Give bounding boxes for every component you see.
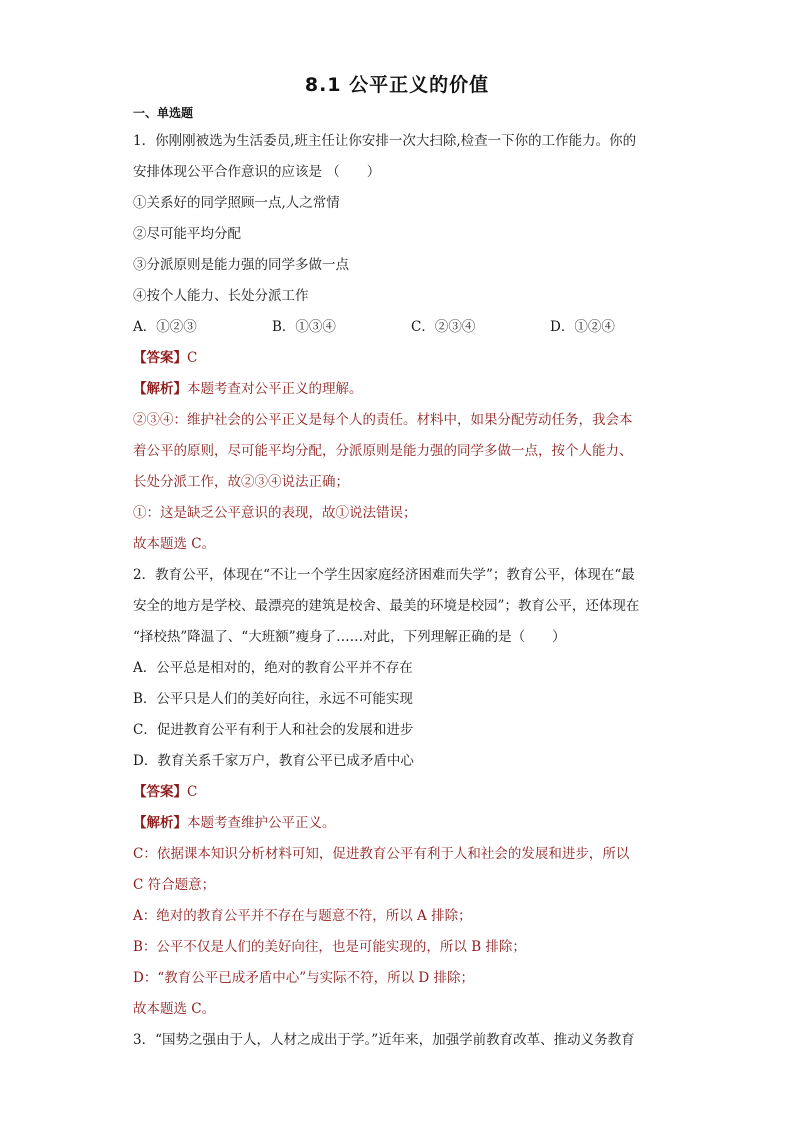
q1-answer: [133, 343, 663, 374]
q1-option-a: A．①②③: [133, 319, 197, 335]
q1-analysis-mark-1: ②③④: [133, 412, 174, 428]
q1-analysis-line-2: 着公平的原则，尽可能平均分配，分派原则是能力强的同学多做一点，按个人能力、: [133, 443, 633, 459]
q2-conclusion: 故本题选 C。: [133, 1001, 216, 1017]
q1-option-b: B．①③④: [272, 319, 336, 335]
q2-analysis: [133, 808, 663, 839]
q1-option-c: C．②③④: [411, 319, 476, 335]
q1-analysis-pre-3: 长处分派工作，故: [133, 474, 241, 490]
q2-analysis-a: A：绝对的教育公平并不存在与题意不符，所以 A 排除；: [133, 908, 472, 924]
q2-stem-line-2: 安全的地方是学校、最漂亮的建筑是校舍、最美的环境是校园”；教育公平，还体现在: [133, 598, 640, 614]
page-title: 8.1 公平正义的价值: [304, 74, 490, 96]
q1-analysis: [133, 374, 663, 405]
q1-options: [133, 312, 663, 343]
q1-item-2: ②尽可能平均分配: [133, 226, 241, 242]
q2-answer-tag: 【答案】: [133, 784, 187, 800]
q1-conclusion: 故本题选 C。: [133, 536, 216, 552]
q1-item-3: ③分派原则是能力强的同学多做一点: [133, 257, 349, 273]
q2-analysis-d: D：“教育公平已成矛盾中心”与实际不符，所以 D 排除；: [133, 970, 475, 986]
q1-answer-value: C: [187, 350, 198, 366]
q1-stem-line-1: 1．你刚刚被选为生活委员,班主任让你安排一次大扫除,检查一下你的工作能力。你的: [133, 133, 637, 149]
q1-analysis-intro: 本题考查对公平正义的理解。: [187, 381, 363, 397]
q1-analysis-text-1: ：维护社会的公平正义是每个人的责任。材料中，如果分配劳动任务，我会本: [173, 412, 633, 428]
q2-answer: [133, 777, 663, 808]
q2-analysis-c-line-2: C 符合题意；: [133, 877, 216, 893]
q1-analysis-mark-4b: ①: [335, 505, 349, 521]
q1-analysis-line-4: [133, 498, 663, 529]
q2-stem-line-1: 2．教育公平，体现在“不让一个学生因家庭经济困难而失学”；教育公平，体现在“最: [133, 567, 635, 583]
q1-answer-tag: 【答案】: [133, 350, 187, 366]
q2-analysis-b: B：公平不仅是人们的美好向往，也是可能实现的，所以 B 排除；: [133, 939, 526, 955]
q1-analysis-mid-4: ：这是缺乏公平意识的表现，故: [146, 505, 336, 521]
q1-item-4: ④按个人能力、长处分派工作: [133, 288, 309, 304]
q1-option-d: D．①②④: [550, 319, 615, 335]
q1-analysis-tag: 【解析】: [133, 381, 187, 397]
q1-analysis-mark-4: ①: [133, 505, 147, 521]
q2-option-d: D．教育关系千家万户，教育公平已成矛盾中心: [133, 753, 414, 769]
section-heading: 一、单选题: [133, 106, 194, 120]
question-content: [133, 126, 663, 1056]
q2-answer-value: C: [187, 784, 198, 800]
q1-analysis-post-4: 说法错误；: [349, 505, 417, 521]
q1-analysis-line-3: [133, 467, 663, 498]
q1-analysis-line-1: [133, 405, 663, 436]
q3-stem-line-1: 3．“国势之强由于人，人材之成出于学。”近年来，加强学前教育改革、推动义务教育: [133, 1032, 635, 1048]
q1-item-1: ①关系好的同学照顾一点,人之常情: [133, 195, 340, 211]
q2-option-a: A．公平总是相对的，绝对的教育公平并不存在: [133, 660, 413, 676]
q2-stem-line-3: “择校热”降温了、“大班额”瘦身了……对此，下列理解正确的是（ ）: [133, 629, 566, 645]
q2-option-c: C．促进教育公平有利于人和社会的发展和进步: [133, 722, 414, 738]
q1-stem-line-2: 安排体现公平合作意识的应该是 （ ）: [133, 164, 381, 180]
q1-analysis-post-3: 说法正确；: [281, 474, 349, 490]
q1-analysis-mark-3: ②③④: [241, 474, 282, 490]
q2-analysis-tag: 【解析】: [133, 815, 187, 831]
q2-option-b: B．公平只是人们的美好向往，永远不可能实现: [133, 691, 413, 707]
q2-analysis-c-line-1: C：依据课本知识分析材料可知，促进教育公平有利于人和社会的发展和进步，所以: [133, 846, 630, 862]
q2-analysis-intro: 本题考查维护公平正义。: [187, 815, 336, 831]
